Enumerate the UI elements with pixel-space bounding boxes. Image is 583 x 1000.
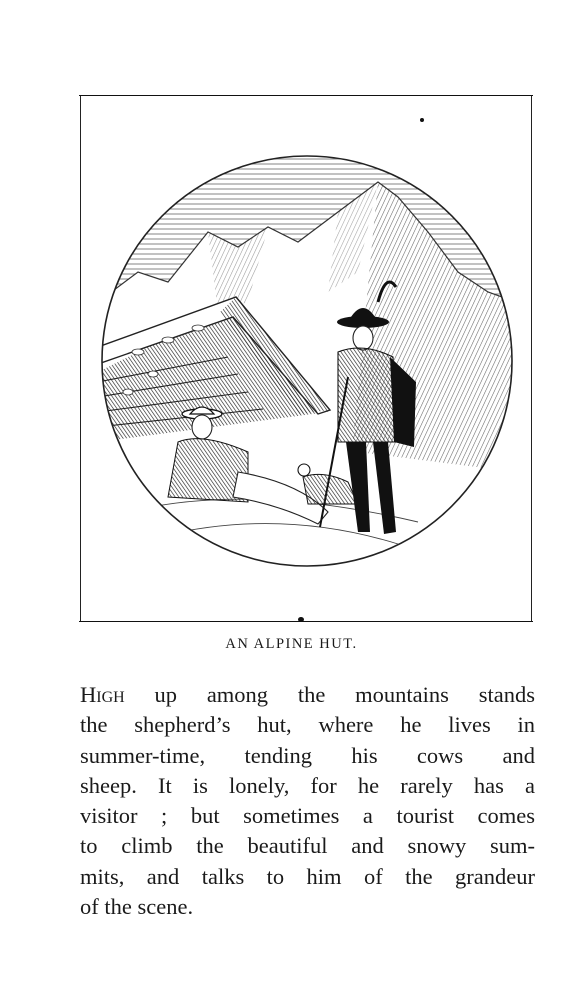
drop-word: High bbox=[80, 682, 125, 707]
body-paragraph bbox=[80, 680, 535, 922]
alpine-hut-engraving bbox=[98, 152, 516, 570]
paragraph-line-rest: up among the mountains stands bbox=[124, 682, 535, 707]
paragraph-line: the shepherd’s hut, where he lives in bbox=[80, 712, 535, 738]
paragraph-line: summer-time, tending his cows and bbox=[80, 742, 535, 768]
ink-speck bbox=[420, 118, 424, 122]
paragraph-line: of the scene. bbox=[80, 894, 194, 920]
paragraph-line: visitor ; but sometimes a tourist comes bbox=[80, 803, 535, 829]
ink-speck bbox=[298, 617, 304, 622]
paragraph-line: mits, and talks to him of the grandeur bbox=[80, 863, 535, 889]
frame-bottom-rule bbox=[79, 621, 533, 622]
paragraph-line: to climb the beautiful and snowy sum- bbox=[80, 833, 535, 859]
figure-caption: AN ALPINE HUT. bbox=[225, 636, 358, 652]
frame-top-rule bbox=[79, 95, 533, 96]
paragraph-line: sheep. It is lonely, for he rarely has a bbox=[80, 772, 535, 798]
paragraph-line bbox=[80, 680, 535, 710]
